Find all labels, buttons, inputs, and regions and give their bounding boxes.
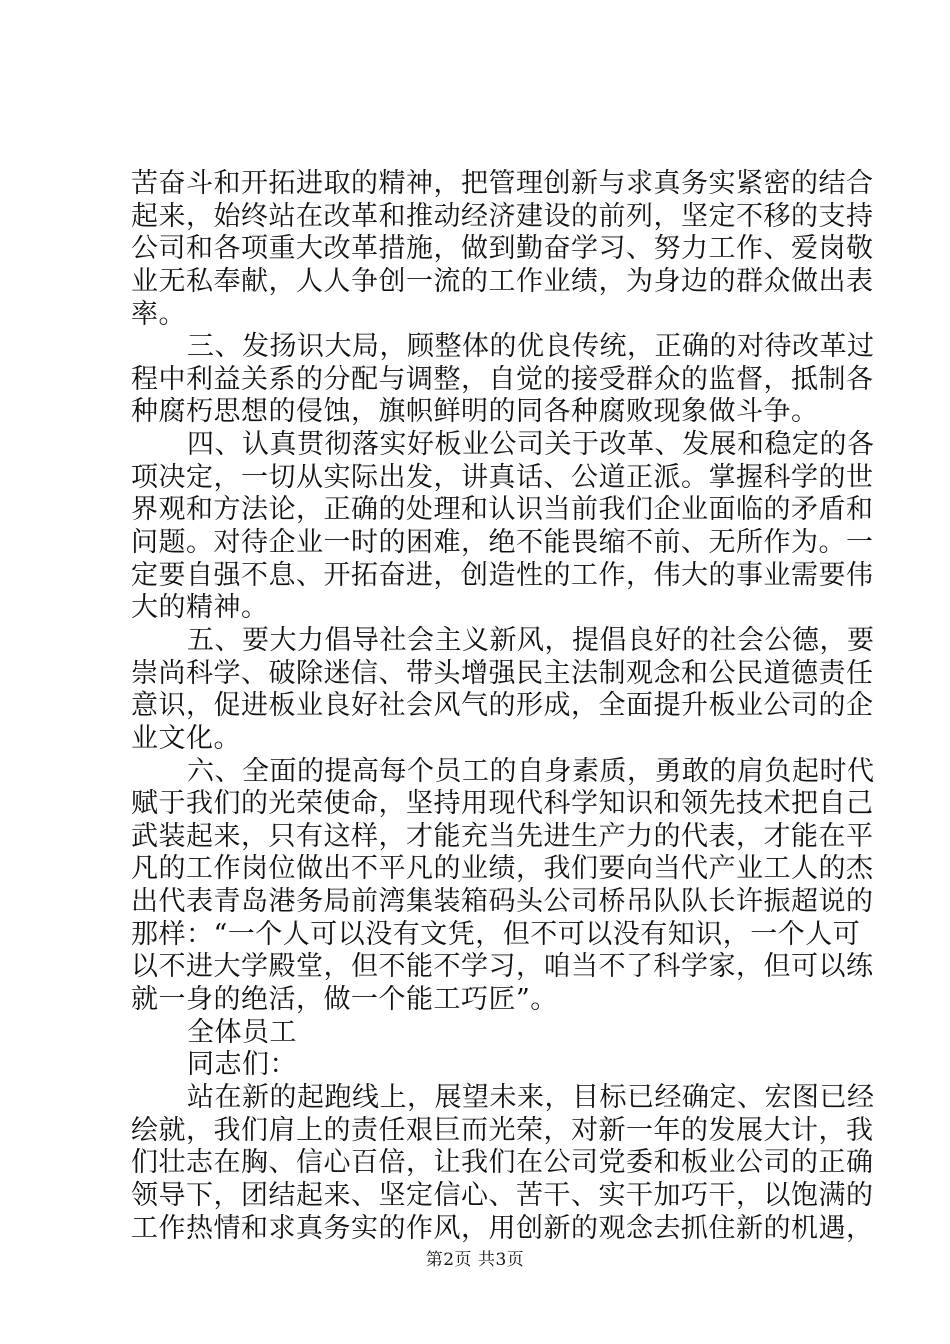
- document-body: [131, 168, 875, 1245]
- salutation-addressee: 全体员工: [187, 1016, 297, 1048]
- closing-paragraph-start: 站在新的起跑线上，展望未来，目标已经确定、宏图已经: [187, 1081, 875, 1113]
- text-line: 种腐朽思想的侵蚀，旗帜鲜明的同各种腐败现象做斗争。: [131, 396, 819, 428]
- salutation-greeting: 同志们：: [187, 1049, 297, 1081]
- text-line: 大的精神。: [131, 592, 269, 624]
- text-line: 项决定，一切从实际出发，讲真话、公道正派。掌握科学的世: [131, 461, 874, 493]
- text-line: 凡的工作岗位做出不平凡的业绩，我们要向当代产业工人的杰: [131, 853, 874, 885]
- text-line: 工作热情和求真务实的作风，用创新的观念去抓住新的机遇，: [131, 1212, 874, 1244]
- paragraph-4-start: 四、认真贯彻落实好板业公司关于改革、发展和稳定的各: [187, 429, 875, 461]
- text-line: 程中利益关系的分配与调整，自觉的接受群众的监督，抵制各: [131, 363, 874, 395]
- text-line: 业无私奉献，人人争创一流的工作业绩，为身边的群众做出表: [131, 265, 874, 297]
- text-line: 苦奋斗和开拓进取的精神，把管理创新与求真务实紧密的结合: [131, 168, 874, 199]
- text-line: 定要自强不息、开拓奋进，创造性的工作，伟大的事业需要伟: [131, 559, 874, 591]
- text-line: 业文化。: [131, 722, 241, 754]
- text-line: 问题。对待企业一时的困难，绝不能畏缩不前、无所作为。一: [131, 527, 874, 559]
- text-line: 崇尚科学、破除迷信、带头增强民主法制观念和公民道德责任: [131, 657, 874, 689]
- paragraph-5-start: 五、要大力倡导社会主义新风，提倡良好的社会公德，要: [187, 624, 875, 656]
- text-line: 领导下，团结起来、坚定信心、苦干、实干加巧干，以饱满的: [131, 1179, 874, 1211]
- text-line: 绘就，我们肩上的责任艰巨而光荣，对新一年的发展大计，我: [131, 1114, 874, 1146]
- text-line: 公司和各项重大改革措施，做到勤奋学习、努力工作、爱岗敬: [131, 233, 874, 265]
- text-line: 以不进大学殿堂，但不能不学习，咱当不了科学家，但可以练: [131, 951, 874, 983]
- text-line: 率。: [131, 298, 186, 330]
- text-line: 赋于我们的光荣使命，坚持用现代科学知识和领先技术把自己: [131, 788, 874, 820]
- text-line: 意识，促进板业良好社会风气的形成，全面提升板业公司的企: [131, 690, 874, 722]
- page-number-footer: 第2页 共3页: [425, 1250, 525, 1270]
- text-line: 武装起来，只有这样，才能充当先进生产力的代表，才能在平: [131, 820, 874, 852]
- text-line: 界观和方法论，正确的处理和认识当前我们企业面临的矛盾和: [131, 494, 874, 526]
- text-line: 那样：“一个人可以没有文凭，但不可以没有知识，一个人可: [131, 918, 861, 950]
- paragraph-6-start: 六、全面的提高每个员工的自身素质，勇敢的肩负起时代: [187, 755, 875, 787]
- text-line: 起来，始终站在改革和推动经济建设的前列，坚定不移的支持: [131, 200, 874, 232]
- text-line: 们壮志在胸、信心百倍，让我们在公司党委和板业公司的正确: [131, 1147, 874, 1179]
- paragraph-3-start: 三、发扬识大局，顾整体的优良传统，正确的对待改革过: [187, 331, 875, 363]
- text-line: 就一身的绝活，做一个能工巧匠”。: [131, 984, 558, 1016]
- text-line: 出代表青岛港务局前湾集装箱码头公司桥吊队队长许振超说的: [131, 886, 874, 918]
